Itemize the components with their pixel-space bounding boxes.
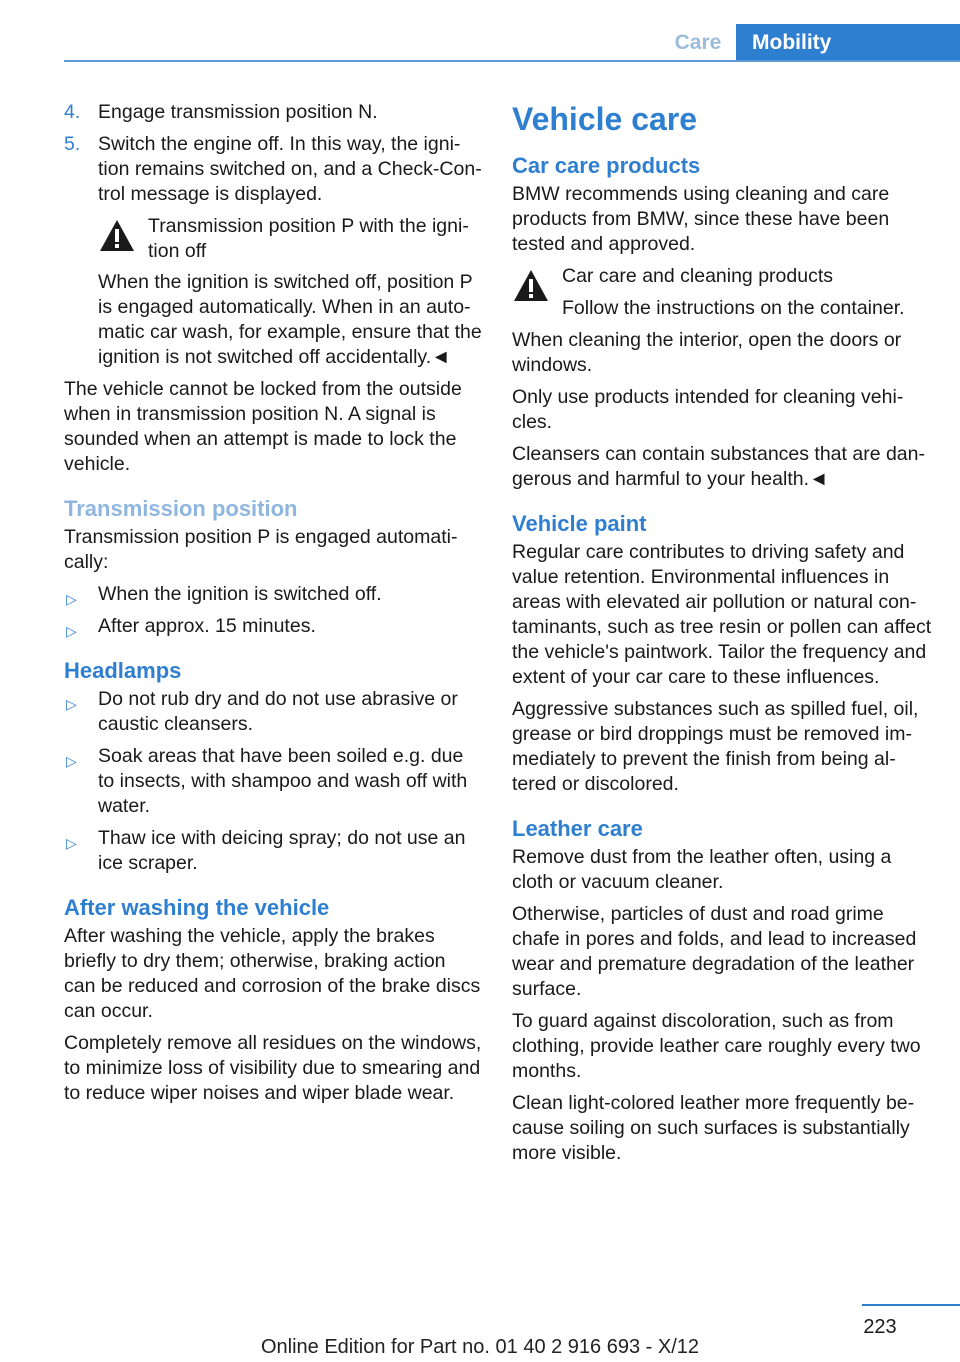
step-5 — [64, 132, 482, 207]
heading-after-washing: After washing the vehicle — [64, 895, 330, 920]
page-number: 223 — [863, 1316, 897, 1338]
leather-paragraph-3: To guard against discoloration, such as from clothing, provide leather care roughly every two months. — [512, 1010, 921, 1082]
warning-title: Transmission position P with the ignition off — [148, 215, 469, 262]
transmission-intro: Transmission position P is engaged automatically: — [64, 526, 458, 573]
leather-paragraph-4: Clean light-colored leather more frequently because soiling on such surfaces is substantially more visible. — [512, 1092, 915, 1164]
list-item-text: Soak areas that have been soiled e.g. due to insects, with shampoo and wash off with water. — [98, 745, 468, 817]
warning-header — [98, 214, 482, 264]
triangle-right-bullet-icon: ▷ — [66, 623, 77, 639]
footer-rule — [862, 1304, 960, 1306]
warning-block — [64, 214, 482, 370]
warning-title: Car care and cleaning products — [562, 265, 833, 287]
triangle-right-bullet-icon: ▷ — [66, 753, 77, 769]
list-item-text: Thaw ice with deicing spray; do not use an ice scraper. — [98, 827, 466, 874]
paragraph-interior: When cleaning the interior, open the doors or windows. — [512, 329, 902, 376]
heading-car-care-products: Car care products — [512, 153, 701, 178]
list-item — [64, 744, 482, 819]
heading-vehicle-care: Vehicle care — [512, 101, 698, 137]
left-column — [64, 100, 482, 1113]
leather-paragraph-1: Remove dust from the leather often, using a cloth or vacuum cleaner. — [512, 846, 892, 893]
paragraph-only-products: Only use products intended for cleaning vehicles. — [512, 386, 904, 433]
list-item-text: When the ignition is switched off. — [98, 583, 382, 605]
warning-triangle-icon — [512, 267, 550, 305]
paragraph-cleansers: Cleansers can contain substances that are dangerous and harmful to your health.◄ — [512, 443, 926, 490]
tab-care[interactable]: Care — [674, 31, 722, 54]
heading-headlamps: Headlamps — [64, 658, 182, 683]
warning-block — [512, 264, 932, 321]
list-item — [64, 687, 482, 737]
list-item-text: After approx. 15 minutes. — [98, 615, 316, 637]
step-number: 4. — [64, 101, 81, 123]
footer-edition: Online Edition for Part no. 01 40 2 916 693 - X/12 — [260, 1336, 700, 1358]
tab-mobility[interactable]: Mobility — [736, 24, 960, 62]
heading-vehicle-paint: Vehicle paint — [512, 511, 647, 536]
paint-paragraph-1: Regular care contributes to driving safety and value retention. Environmental influences in areas with elevated air pollution or natural contaminants, such as tree resin or pollen can affect the vehicle's paintwork. Tailor the frequency and extent of your car care to these influences. — [512, 541, 932, 688]
paragraph-lock: The vehicle cannot be locked from the outside when in transmission position N. A signal is sounded when an attempt is made to lock the vehicle. — [64, 378, 462, 475]
right-column — [512, 100, 932, 1173]
list-item — [64, 614, 482, 639]
heading-transmission-position: Transmission position — [64, 496, 298, 521]
triangle-right-bullet-icon: ▷ — [66, 591, 77, 607]
list-item-text: Do not rub dry and do not use abrasive or caustic cleansers. — [98, 688, 458, 735]
after-washing-paragraph-2: Completely remove all residues on the windows, to minimize loss of visibility due to smearing and to reduce wiper noises and wiper blade wear. — [64, 1032, 482, 1104]
list-item — [64, 582, 482, 607]
step-number: 5. — [64, 133, 81, 155]
step-4 — [64, 100, 482, 125]
heading-leather-care: Leather care — [512, 816, 643, 841]
list-item — [64, 826, 482, 876]
paint-paragraph-2: Aggressive substances such as spilled fuel, oil, grease or bird droppings must be removed immediately to prevent the finish from being altered or discolored. — [512, 698, 919, 795]
warning-body: When the ignition is switched off, position P is engaged automatically. When in an automatic car wash, for example, ensure that the ignition is not switched off accidentally.◄ — [98, 271, 482, 368]
step-text: Engage transmission position N. — [98, 101, 378, 123]
triangle-right-bullet-icon: ▷ — [66, 835, 77, 851]
after-washing-paragraph-1: After washing the vehicle, apply the brakes briefly to dry them; otherwise, braking action can be reduced and corrosion of the brake discs can occur. — [64, 925, 481, 1022]
triangle-right-bullet-icon: ▷ — [66, 696, 77, 712]
car-care-products-paragraph: BMW recommends using cleaning and care products from BMW, since these have been tested and approved. — [512, 183, 890, 255]
warning-line: Follow the instructions on the container. — [562, 297, 905, 319]
step-text: Switch the engine off. In this way, the ignition remains switched on, and a Check-Control message is displayed. — [98, 133, 482, 205]
warning-triangle-icon — [98, 217, 136, 255]
header-rule — [64, 60, 960, 62]
leather-paragraph-2: Otherwise, particles of dust and road grime chafe in pores and folds, and lead to increased wear and premature degradation of the leather surface. — [512, 903, 917, 1000]
